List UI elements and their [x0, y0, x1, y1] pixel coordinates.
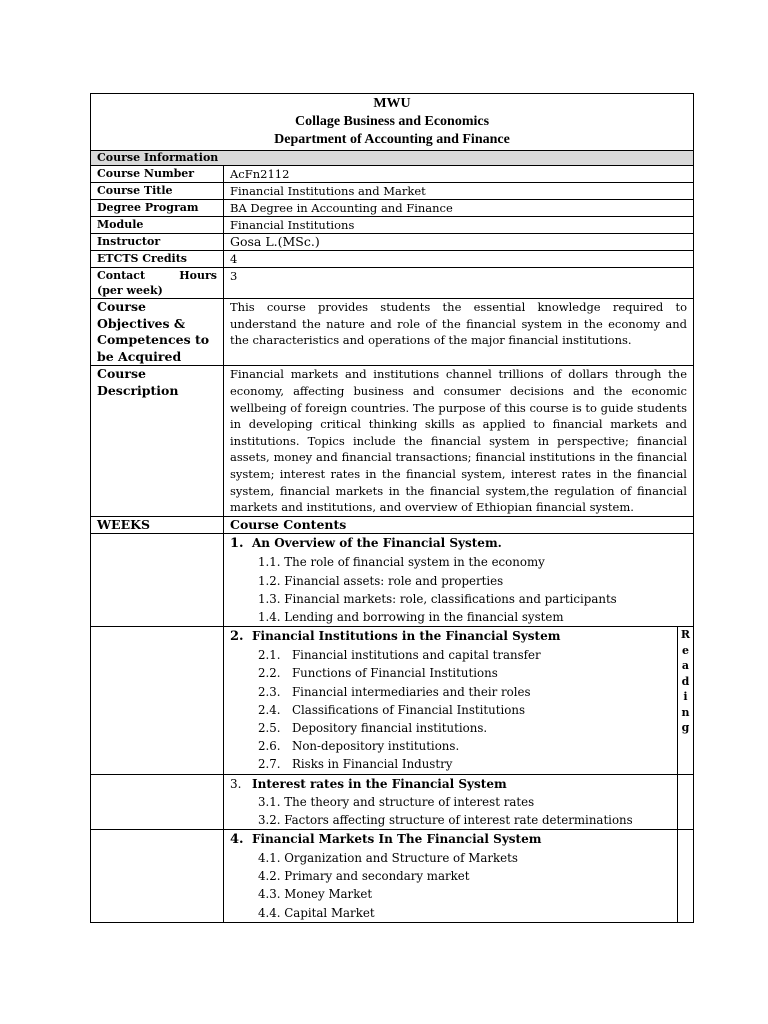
topic-cell — [224, 829, 678, 922]
hours-word: Hours — [179, 269, 217, 282]
contact-word: Contact — [97, 269, 146, 282]
course-title-label: Course Title — [91, 183, 224, 200]
contact-hours-label — [91, 268, 224, 299]
week-cell — [91, 774, 224, 829]
subtopic: 4.2. Primary and secondary market — [258, 869, 470, 884]
topic-row — [91, 774, 694, 829]
objectives-row — [91, 299, 694, 366]
course-number-label: Course Number — [91, 166, 224, 183]
info-row — [91, 200, 694, 217]
objectives-text: This course provides students the essential knowledge required to understand the nature and role of the financial system in the economy and the characteristics and operations of the major financial institutions. — [224, 299, 694, 366]
college-name: Collage Business and Economics — [294, 114, 490, 129]
course-info-heading: Course Information — [91, 151, 694, 166]
info-row — [91, 183, 694, 200]
subtopic: 2.4. Classifications of Financial Institutions — [258, 702, 526, 717]
subtopic: 2.5. Depository financial institutions. — [258, 720, 488, 735]
contents-header-row — [91, 516, 694, 534]
course-number-value: AcFn2112 — [224, 166, 694, 183]
info-row — [91, 166, 694, 183]
topic-cell — [224, 534, 694, 627]
subtopic: 4.3. Money Market — [258, 887, 373, 902]
topic-title: 2. Financial Institutions in the Financial System — [230, 629, 561, 645]
credits-value: 4 — [224, 251, 694, 268]
subtopic: 1.2. Financial assets: role and properties — [258, 573, 504, 588]
info-row — [91, 217, 694, 234]
subtopic: 2.3. Financial intermediaries and their roles — [258, 684, 531, 699]
subtopic: 1.4. Lending and borrowing in the financial system — [258, 609, 564, 624]
info-row — [91, 268, 694, 299]
description-label: Course Description — [91, 366, 224, 516]
topic-row — [91, 627, 694, 774]
subtopic: 2.2. Functions of Financial Institutions — [258, 666, 498, 681]
subtopic: 3.2. Factors affecting structure of interest rate determinations — [258, 812, 633, 827]
course-info-section-row — [91, 151, 694, 166]
subtopic: 2.1. Financial institutions and capital transfer — [258, 648, 541, 663]
course-title-value: Financial Institutions and Market — [224, 183, 694, 200]
credits-label: ETCTS Credits — [91, 251, 224, 268]
topic-title: 4. Financial Markets In The Financial System — [230, 831, 542, 847]
degree-program-label: Degree Program — [91, 200, 224, 217]
degree-program-value: BA Degree in Accounting and Finance — [224, 200, 694, 217]
course-outline-document — [90, 93, 693, 923]
info-row — [91, 234, 694, 251]
document-header-row — [91, 94, 694, 151]
document-header — [91, 94, 694, 151]
reading-side-label: R e a d i n g — [678, 627, 694, 774]
subtopic: 2.6. Non-depository institutions. — [258, 739, 460, 754]
topic-row — [91, 829, 694, 922]
instructor-label: Instructor — [91, 234, 224, 251]
week-cell — [91, 829, 224, 922]
topic-cell — [224, 774, 678, 829]
week-cell — [91, 534, 224, 627]
subtopic: 3.1. The theory and structure of interest rates — [258, 794, 535, 809]
module-value: Financial Institutions — [224, 217, 694, 234]
topic-title: 3. Interest rates in the Financial System — [230, 776, 507, 791]
subtopic: 2.7. Risks in Financial Industry — [258, 757, 453, 772]
topic-row — [91, 534, 694, 627]
contact-hours-value: 3 — [224, 268, 694, 299]
topic-title: 1. An Overview of the Financial System. — [230, 536, 502, 552]
course-table — [90, 93, 694, 923]
university-name: MWU — [373, 96, 411, 111]
subtopic: 4.4. Capital Market — [258, 905, 375, 920]
contents-header: Course Contents — [224, 516, 694, 534]
subtopic: 1.1. The role of financial system in the economy — [258, 555, 545, 570]
weeks-header: WEEKS — [91, 516, 224, 534]
subtopic: 4.1. Organization and Structure of Markets — [258, 850, 518, 865]
description-row — [91, 366, 694, 516]
topic-cell — [224, 627, 678, 774]
subtopic: 1.3. Financial markets: role, classifications and participants — [258, 591, 617, 606]
description-text: Financial markets and institutions channel trillions of dollars through the economy, affecting business and consumer decisions and the economic wellbeing of foreign countries. The purpose of this course is to guide students in developing critical thinking skills as applied to financial markets and institutions. Topics include the financial system in perspective; financial assets, money and financial transactions; financial institutions in the financial system; interest rates in the financial system, interest rates in the financial system, financial markets in the financial system,the regulation of financial markets and institutions, and overview of Ethiopian financial system. — [224, 366, 694, 516]
objectives-label: Course Objectives & Competences to be Acquired — [91, 299, 224, 366]
side-cell — [678, 774, 694, 829]
info-row — [91, 251, 694, 268]
side-cell — [678, 829, 694, 922]
per-week-text: (per week) — [97, 284, 163, 297]
week-cell — [91, 627, 224, 774]
instructor-value: Gosa L.(MSc.) — [224, 234, 694, 251]
module-label: Module — [91, 217, 224, 234]
department-name: Department of Accounting and Finance — [274, 132, 510, 147]
